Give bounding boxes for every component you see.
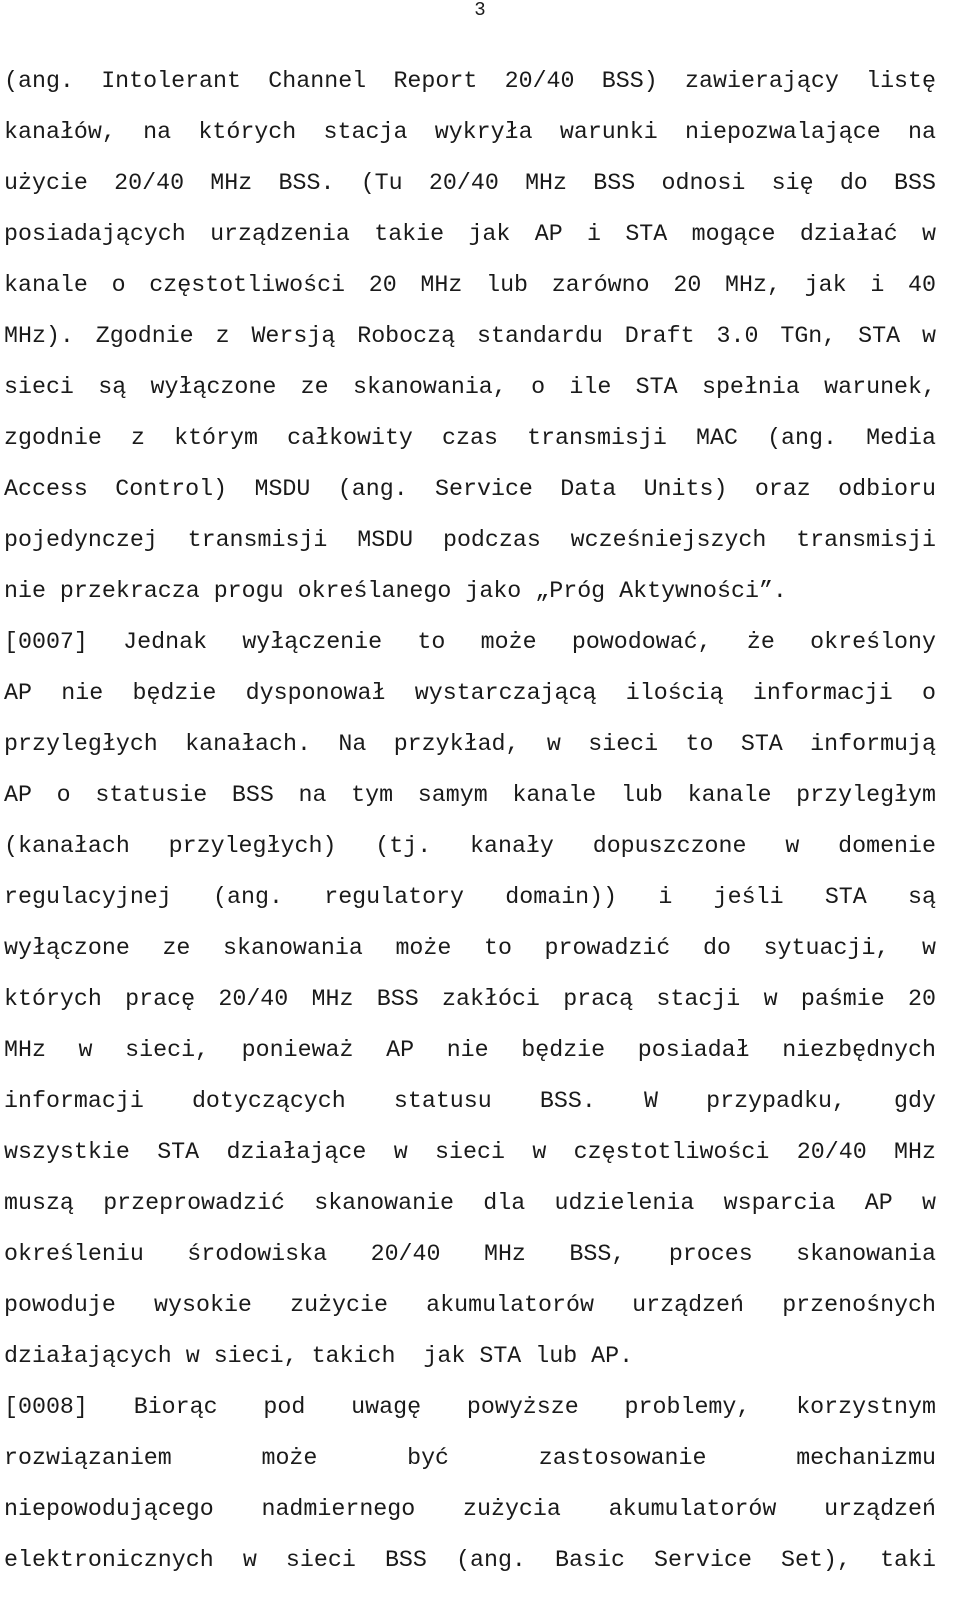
text-line: posiadających urządzenia takie jak AP i STA mogące działać w [4,221,936,247]
text-line: (ang. Intolerant Channel Report 20/40 BSS) zawierający listę [4,68,936,94]
text-line: AP o statusie BSS na tym samym kanale lub kanale przyległym [4,782,936,808]
text-line: użycie 20/40 MHz BSS. (Tu 20/40 MHz BSS odnosi się do BSS [4,170,936,196]
text-line: MHz). Zgodnie z Wersją Roboczą standardu Draft 3.0 TGn, STA w [4,323,936,349]
text-line: pojedynczej transmisji MSDU podczas wcześniejszych transmisji [4,527,936,553]
page-number: 3 [474,0,486,21]
text-line: [0007] Jednak wyłączenie to może powodować, że określony [4,629,936,655]
text-line: działających w sieci, takich jak STA lub AP. [4,1343,634,1369]
text-line: [0008] Biorąc pod uwagę powyższe problemy, korzystnym [4,1394,936,1420]
text-line: których pracę 20/40 MHz BSS zakłóci pracą stacji w paśmie 20 [4,986,936,1012]
text-line: Access Control) MSDU (ang. Service Data Units) oraz odbioru [4,476,936,502]
text-line: AP nie będzie dysponował wystarczającą ilością informacji o [4,680,936,706]
text-line: (kanałach przyległych) (tj. kanały dopuszczone w domenie [4,833,936,859]
text-line: nie przekracza progu określanego jako „Próg Aktywności”. [4,578,787,604]
text-line: niepowodującego nadmiernego zużycia akumulatorów urządzeń [4,1496,936,1522]
text-line: sieci są wyłączone ze skanowania, o ile STA spełnia warunek, [4,374,936,400]
text-line: wszystkie STA działające w sieci w częstotliwości 20/40 MHz [4,1139,936,1165]
text-line: rozwiązaniem może być zastosowanie mechanizmu [4,1445,936,1471]
text-line: zgodnie z którym całkowity czas transmisji MAC (ang. Media [4,425,936,451]
text-line: przyległych kanałach. Na przykład, w sieci to STA informują [4,731,936,757]
text-line: informacji dotyczących statusu BSS. W przypadku, gdy [4,1088,936,1114]
text-line: MHz w sieci, ponieważ AP nie będzie posiadał niezbędnych [4,1037,936,1063]
text-line: wyłączone ze skanowania może to prowadzić do sytuacji, w [4,935,936,961]
text-line: określeniu środowiska 20/40 MHz BSS, proces skanowania [4,1241,936,1267]
document-body [4,56,936,1586]
text-line: regulacyjnej (ang. regulatory domain)) i jeśli STA są [4,884,936,910]
text-line: muszą przeprowadzić skanowanie dla udzielenia wsparcia AP w [4,1190,936,1216]
text-line: powoduje wysokie zużycie akumulatorów urządzeń przenośnych [4,1292,936,1318]
text-line: kanale o częstotliwości 20 MHz lub zarówno 20 MHz, jak i 40 [4,272,936,298]
text-line: kanałów, na których stacja wykryła warunki niepozwalające na [4,119,936,145]
text-line: elektronicznych w sieci BSS (ang. Basic Service Set), taki [4,1547,936,1573]
